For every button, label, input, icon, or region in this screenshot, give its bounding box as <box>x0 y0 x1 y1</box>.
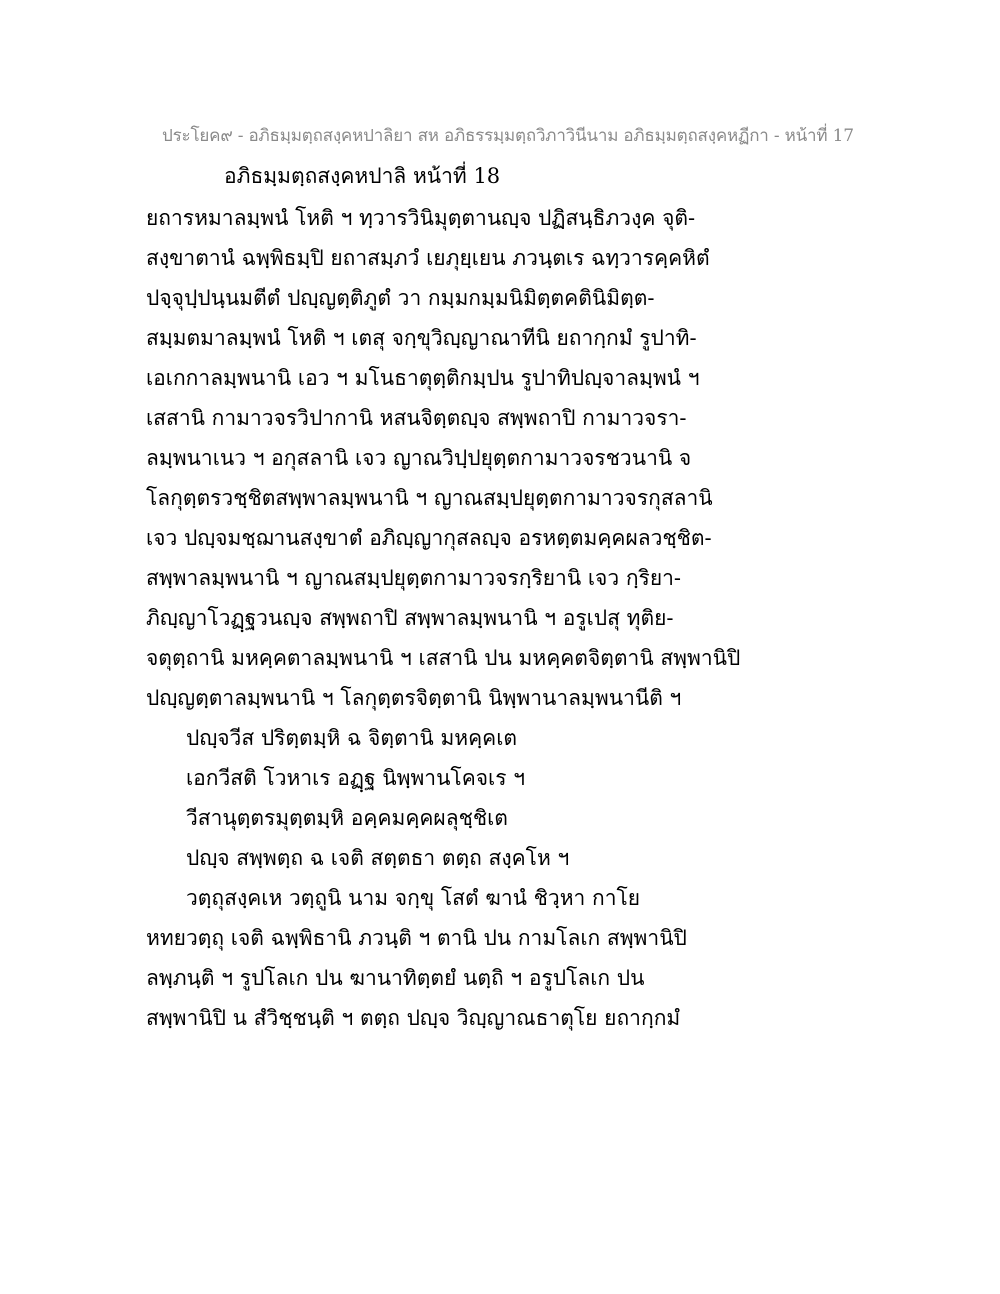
running-header: ประโยค๙ - อภิธมฺมตฺถสงฺคหปาลิยา สห อภิธรรมฺมตฺถวิภาวินีนาม อภิธมฺมตฺถสงฺคหฏีกา - หน้าที่ 17 <box>162 126 854 146</box>
body-line: จตุตฺถานิ มหคฺคตาลมฺพนานิ ฯ เสสานิ ปน มหคฺคตจิตฺตานิ สพฺพานิปิ <box>146 646 741 670</box>
body-line: ลพฺภนฺติ ฯ รูปโลเก ปน ฆานาทิตฺตยํ นตฺถิ ฯ อรูปโลเก ปน <box>146 966 645 990</box>
body-line: หทยวตฺถุ เจติ ฉพฺพิธานิ ภวนฺติ ฯ ตานิ ปน กามโลเก สพฺพานิปิ <box>146 926 687 950</box>
paragraph-first-line: วตฺถุสงฺคเห วตฺถูนิ นาม จกฺขุ โสตํ ฆานํ ชิวฺหา กาโย <box>186 886 641 910</box>
verse-line: ปญฺจวีส ปริตฺตมฺหิ ฉ จิตฺตานิ มหคฺคเต <box>186 726 518 750</box>
body-line: เสสานิ กามาวจรวิปากานิ หสนจิตฺตญฺจ สพฺพถาปิ กามาวจรา- <box>146 406 687 430</box>
body-line: สมฺมตมาลมฺพนํ โหติ ฯ เตสุ จกฺขุวิญฺญาณาทีนิ ยถากฺกมํ รูปาทิ- <box>146 326 697 350</box>
body-line: ปจฺจุปฺปนฺนมตีตํ ปญฺญตฺติภูตํ วา กมฺมกมฺมนิมิตฺตคตินิมิตฺต- <box>146 286 655 310</box>
verse-line: วีสานุตฺตรมุตฺตมฺหิ อคฺคมคฺคผลุชฺชิเต <box>186 806 508 830</box>
body-line: เอเกกาลมฺพนานิ เอว ฯ มโนธาตุตฺติกมฺปน รูปาทิปญฺจาลมฺพนํ ฯ <box>146 366 700 390</box>
body-line: ปญฺญตฺตาลมฺพนานิ ฯ โลกุตฺตรจิตฺตานิ นิพฺพานาลมฺพนานีติ ฯ <box>146 686 682 710</box>
body-line: สงฺขาตานํ ฉพฺพิธมฺปิ ยถาสมฺภวํ เยภุยฺเยน ภวนฺตเร ฉทฺวารคฺคหิตํ <box>146 246 710 270</box>
body-line: สพฺพาลมฺพนานิ ฯ ญาณสมฺปยุตฺตกามาวจรกฺริยานิ เจว กฺริยา- <box>146 566 682 590</box>
section-title: อภิธมฺมตฺถสงฺคหปาลิ หน้าที่ 18 <box>224 164 501 188</box>
body-line: ยถารหมาลมฺพนํ โหติ ฯ ทฺวารวินิมุตฺตานญฺจ ปฏิสนฺธิภวงฺค จุติ- <box>146 206 696 230</box>
body-line: เจว ปญฺจมชฺฌานสงฺขาตํ อภิญฺญากุสลญฺจ อรหตฺตมคฺคผลวชฺชิต- <box>146 526 712 550</box>
document-body <box>146 198 846 1038</box>
body-line: ภิญฺญาโวฏฺฐวนญฺจ สพฺพถาปิ สพฺพาลมฺพนานิ ฯ อรูเปสุ ทุติย- <box>146 606 674 630</box>
body-line: โลกุตฺตรวชฺชิตสพฺพาลมฺพนานิ ฯ ญาณสมฺปยุตฺตกามาวจรกุสลานิ <box>146 486 713 510</box>
body-line: สพฺพานิปิ น สํวิชฺชนฺติ ฯ ตตฺถ ปญฺจ วิญฺญาณธาตุโย ยถากฺกมํ <box>146 1006 681 1030</box>
body-line: ลมฺพนาเนว ฯ อกุสลานิ เจว ญาณวิปฺปยุตฺตกามาวจรชวนานิ จ <box>146 446 692 470</box>
verse-line: เอกวีสติ โวหาเร อฏฺฐ นิพฺพานโคจเร ฯ <box>186 766 525 790</box>
verse-line: ปญฺจ สพฺพตฺถ ฉ เจติ สตฺตธา ตตฺถ สงฺคโห ฯ <box>186 846 570 870</box>
